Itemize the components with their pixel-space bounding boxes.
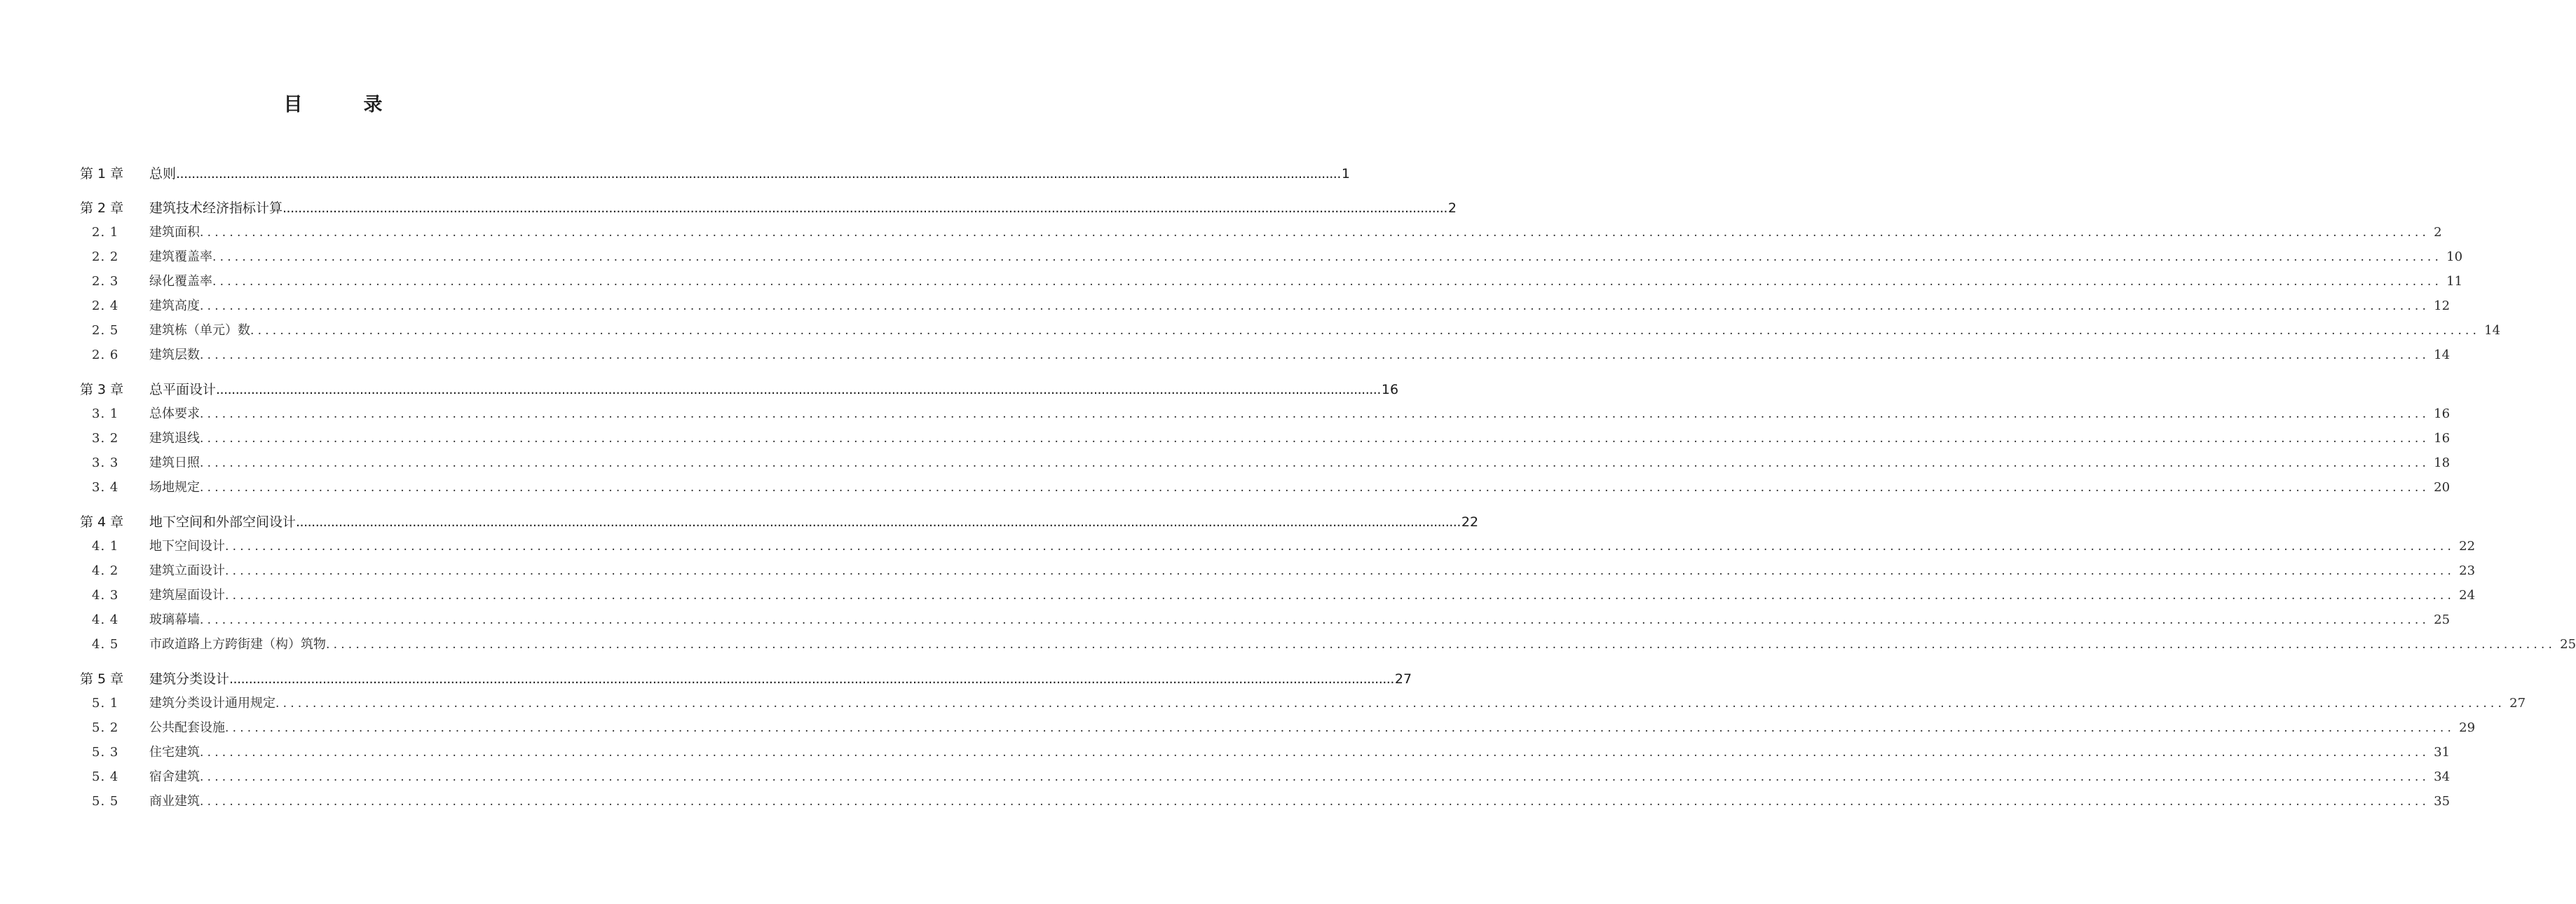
toc-section-entry[interactable]: [0, 718, 2476, 739]
dot-leader: ............................................................................................................................................................................................................................................................................................................: [282, 200, 1447, 216]
toc-section-entry[interactable]: [0, 296, 2451, 317]
toc-section-entry[interactable]: [0, 345, 2451, 366]
page-title: 目 录: [283, 94, 404, 116]
toc-entry-title: 建筑日照: [149, 456, 200, 470]
toc-entry-leader-line: [149, 163, 1350, 184]
toc-entry-title: 市政道路上方跨街建（构）筑物: [149, 637, 326, 652]
toc-entry-leader-line: [149, 428, 2451, 449]
toc-entry-page-number: 27: [1394, 671, 1412, 687]
dot-leader: ............................................................................................................................................................................................................................................................................................................: [200, 770, 2430, 784]
toc-entry-number: 5. 4: [92, 769, 119, 784]
toc-entry-title: 地下空间和外部空间设计: [149, 514, 297, 530]
toc-entry-title: 商业建筑: [149, 794, 200, 809]
toc-section-entry[interactable]: [0, 404, 2451, 425]
toc-chapter-entry[interactable]: [0, 512, 1479, 533]
toc-entry-title: 建筑层数: [149, 348, 200, 362]
toc-entry-title: 住宅建筑: [149, 745, 200, 760]
toc-entry-page-number: 1: [1341, 166, 1350, 182]
toc-section-entry[interactable]: [0, 536, 2476, 557]
toc-entry-leader-line: [149, 320, 2501, 341]
toc-entry-number: 3. 3: [92, 456, 119, 470]
toc-section-entry[interactable]: [0, 477, 2451, 498]
toc-entry-number: 4. 4: [92, 612, 119, 627]
dot-leader: ............................................................................................................................................................................................................................................................................................................: [200, 432, 2430, 446]
toc-entry-page-number: 34: [2434, 769, 2451, 784]
toc-entry-page-number: 16: [2434, 431, 2451, 446]
toc-entry-page-number: 12: [2434, 299, 2451, 313]
toc-entry-page-number: 2: [2434, 225, 2442, 240]
toc-section-entry[interactable]: [0, 453, 2451, 474]
dot-leader: ............................................................................................................................................................................................................................................................................................................: [225, 721, 2455, 735]
toc-section-entry[interactable]: [0, 791, 2451, 812]
toc-entry-number: 第 1 章: [80, 166, 124, 182]
dot-leader: ............................................................................................................................................................................................................................................................................................................: [225, 540, 2455, 554]
toc-entry-number: 2. 4: [92, 299, 119, 313]
toc-entry-page-number: 2: [1447, 200, 1457, 216]
toc-entry-page-number: 20: [2434, 480, 2451, 495]
toc-entry-leader-line: [149, 536, 2476, 557]
dot-leader: ............................................................................................................................................................................................................................................................................................................: [200, 348, 2430, 362]
dot-leader: ............................................................................................................................................................................................................................................................................................................: [296, 514, 1461, 530]
toc-entry-leader-line: [149, 271, 2463, 292]
toc-entry-page-number: 16: [2434, 406, 2451, 421]
toc-entry-title: 玻璃幕墙: [149, 612, 200, 627]
toc-entry-number: 3. 2: [92, 431, 119, 446]
toc-entry-title: 建筑立面设计: [149, 563, 225, 578]
toc-entry-number: 2. 3: [92, 274, 119, 289]
dot-leader: ............................................................................................................................................................................................................................................................................................................: [275, 697, 2506, 711]
toc-section-entry[interactable]: [0, 742, 2451, 763]
toc-entry-number: 2. 2: [92, 249, 119, 264]
toc-entry-number: 3. 1: [92, 406, 119, 421]
toc-entry-number: 4. 2: [92, 563, 119, 578]
toc-section-entry[interactable]: [0, 271, 2463, 292]
toc-section-entry[interactable]: [0, 610, 2451, 631]
dot-leader: ............................................................................................................................................................................................................................................................................................................: [200, 407, 2430, 421]
toc-entry-page-number: 16: [1381, 382, 1399, 397]
toc-section-entry[interactable]: [0, 247, 2463, 268]
toc-entry-leader-line: [149, 585, 2476, 606]
toc-entry-page-number: 11: [2446, 274, 2463, 289]
dot-leader: ............................................................................................................................................................................................................................................................................................................: [326, 638, 2556, 652]
toc-entry-title: 建筑退线: [149, 431, 200, 446]
toc-entry-number: 5. 5: [92, 794, 119, 809]
toc-entry-number: 2. 5: [92, 323, 119, 338]
toc-entry-title: 建筑高度: [149, 299, 200, 313]
toc-entry-number: 第 2 章: [80, 200, 124, 216]
toc-entry-leader-line: [149, 634, 2576, 655]
toc-entry-title: 总体要求: [149, 406, 200, 421]
dot-leader: ............................................................................................................................................................................................................................................................................................................: [200, 795, 2430, 809]
toc-section-entry[interactable]: [0, 634, 2576, 655]
toc-entry-number: 5. 1: [92, 696, 119, 711]
dot-leader: ............................................................................................................................................................................................................................................................................................................: [176, 166, 1341, 182]
toc-entry-number: 3. 4: [92, 480, 119, 495]
toc-chapter-entry[interactable]: [0, 163, 1350, 184]
toc-section-entry[interactable]: [0, 585, 2476, 606]
toc-entry-number: 第 4 章: [80, 514, 124, 530]
toc-entry-title: 建筑面积: [149, 225, 200, 240]
toc-entry-page-number: 25: [2560, 637, 2576, 652]
toc-entry-leader-line: [149, 718, 2476, 739]
toc-chapter-entry[interactable]: [0, 379, 1399, 400]
toc-section-entry[interactable]: [0, 222, 2442, 243]
toc-section-entry[interactable]: [0, 767, 2451, 788]
toc-entry-leader-line: [149, 669, 1412, 690]
toc-entry-title: 建筑覆盖率: [149, 249, 212, 264]
toc-entry-title: 建筑分类设计: [149, 671, 230, 687]
toc-chapter-entry[interactable]: [0, 669, 1412, 690]
toc-entry-page-number: 14: [2484, 323, 2501, 338]
dot-leader: ............................................................................................................................................................................................................................................................................................................: [225, 589, 2455, 603]
toc-entry-leader-line: [149, 742, 2451, 763]
toc-entry-number: 5. 3: [92, 745, 119, 760]
dot-leader: ............................................................................................................................................................................................................................................................................................................: [200, 456, 2430, 470]
toc-entry-leader-line: [149, 222, 2442, 243]
toc-entry-page-number: 27: [2509, 696, 2526, 711]
dot-leader: ............................................................................................................................................................................................................................................................................................................: [229, 671, 1394, 687]
dot-leader: ............................................................................................................................................................................................................................................................................................................: [200, 299, 2430, 313]
toc-entry-number: 4. 3: [92, 588, 119, 603]
toc-chapter-entry[interactable]: [0, 198, 1457, 219]
toc-section-entry[interactable]: [0, 561, 2476, 582]
toc-entry-title: 绿化覆盖率: [149, 274, 212, 289]
toc-entry-leader-line: [149, 404, 2451, 425]
toc-entry-page-number: 10: [2446, 249, 2463, 264]
toc-entry-page-number: 18: [2434, 456, 2451, 470]
toc-entry-leader-line: [149, 345, 2451, 366]
dot-leader: ............................................................................................................................................................................................................................................................................................................: [200, 746, 2430, 760]
toc-entry-leader-line: [149, 512, 1479, 533]
toc-entry-title: 宿舍建筑: [149, 769, 200, 784]
toc-entry-number: 第 3 章: [80, 382, 124, 397]
toc-entry-title: 建筑屋面设计: [149, 588, 225, 603]
toc-entry-page-number: 23: [2459, 563, 2476, 578]
toc-entry-leader-line: [149, 198, 1457, 219]
toc-entry-title: 建筑栋（单元）数: [149, 323, 250, 338]
toc-entry-number: 2. 6: [92, 348, 119, 362]
toc-entry-page-number: 29: [2459, 720, 2476, 735]
toc-entry-leader-line: [149, 561, 2476, 582]
toc-entry-page-number: 22: [1461, 514, 1479, 530]
dot-leader: ............................................................................................................................................................................................................................................................................................................: [200, 613, 2430, 627]
dot-leader: ............................................................................................................................................................................................................................................................................................................: [212, 275, 2443, 289]
toc-entry-number: 4. 1: [92, 539, 119, 554]
toc-section-entry[interactable]: [0, 428, 2451, 449]
toc-entry-title: 总平面设计: [149, 382, 217, 397]
toc-entry-page-number: 24: [2459, 588, 2476, 603]
dot-leader: ............................................................................................................................................................................................................................................................................................................: [200, 226, 2430, 240]
toc-entry-page-number: 25: [2434, 612, 2451, 627]
dot-leader: ............................................................................................................................................................................................................................................................................................................: [200, 481, 2430, 495]
dot-leader: ............................................................................................................................................................................................................................................................................................................: [216, 382, 1381, 397]
toc-entry-leader-line: [149, 379, 1399, 400]
toc-entry-page-number: 22: [2459, 539, 2476, 554]
toc-entry-number: 4. 5: [92, 637, 119, 652]
toc-entry-title: 建筑分类设计通用规定: [149, 696, 275, 711]
dot-leader: ............................................................................................................................................................................................................................................................................................................: [225, 564, 2455, 578]
toc-entry-title: 场地规定: [149, 480, 200, 495]
toc-section-entry[interactable]: [0, 693, 2526, 714]
toc-entry-title: 总则: [149, 166, 177, 182]
toc-section-entry[interactable]: [0, 320, 2501, 341]
toc-entry-leader-line: [149, 767, 2451, 788]
toc-entry-number: 5. 2: [92, 720, 119, 735]
toc-entry-leader-line: [149, 477, 2451, 498]
toc-entry-title: 地下空间设计: [149, 539, 225, 554]
toc-entry-title: 建筑技术经济指标计算: [149, 200, 283, 216]
toc-entry-number: 2. 1: [92, 225, 119, 240]
dot-leader: ............................................................................................................................................................................................................................................................................................................: [250, 324, 2481, 338]
toc-entry-leader-line: [149, 453, 2451, 474]
toc-entry-page-number: 14: [2434, 348, 2451, 362]
toc-entry-leader-line: [149, 610, 2451, 631]
toc-entry-page-number: 35: [2434, 794, 2451, 809]
toc-entry-number: 第 5 章: [80, 671, 124, 687]
toc-entry-leader-line: [149, 296, 2451, 317]
toc-entry-leader-line: [149, 693, 2526, 714]
toc-entry-page-number: 31: [2434, 745, 2451, 760]
toc-entry-leader-line: [149, 791, 2451, 812]
toc-entry-leader-line: [149, 247, 2463, 268]
dot-leader: ............................................................................................................................................................................................................................................................................................................: [212, 250, 2443, 264]
toc-entry-title: 公共配套设施: [149, 720, 225, 735]
